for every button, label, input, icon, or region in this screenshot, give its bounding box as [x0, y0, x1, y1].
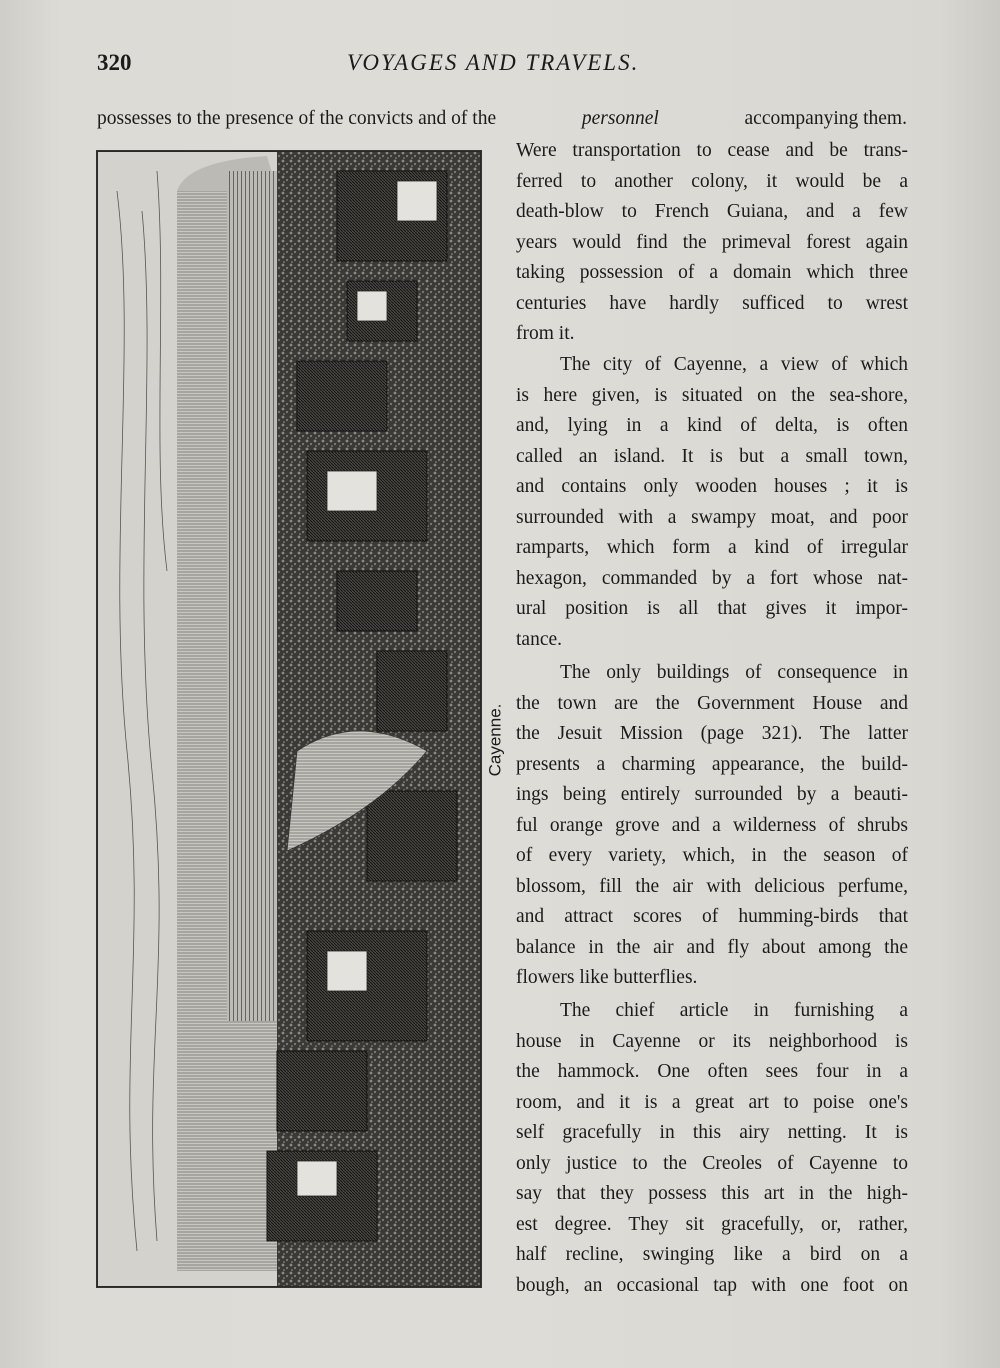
text-line: ural position is all that gives it impor- [516, 598, 908, 619]
paragraph-2 [516, 350, 908, 655]
text-line: blossom, fill the air with delicious perfume, [516, 875, 908, 897]
text-line: the town are the Government House and [516, 692, 908, 714]
cayenne-engraving [97, 151, 481, 1287]
text-line: and, lying in a kind of delta, is often [516, 415, 908, 436]
text-line: centuries have hardly sufficed to wrest [516, 292, 908, 314]
text-line: The only buildings of consequence in [560, 662, 908, 683]
running-title: VOYAGES AND TRAVELS. [347, 50, 640, 75]
text-line: the Jesuit Mission (page 321). The latter [516, 723, 908, 744]
paragraph-3 [516, 658, 908, 994]
text-line: say that they possess this art in the high- [516, 1183, 908, 1204]
text-line: ings being entirely surrounded by a beauti- [516, 784, 908, 805]
text-line: taking possession of a domain which three [516, 262, 908, 283]
figure-caption [473, 690, 517, 790]
text-line: from it. [516, 323, 575, 344]
text-line: called an island. It is but a small town, [516, 445, 908, 467]
text-line: death-blow to French Guiana, and a few [516, 201, 908, 222]
page-number: 320 [97, 50, 132, 75]
text-line: tance. [516, 628, 563, 650]
text-line: the hammock. One often sees four in a [516, 1061, 908, 1082]
text-line: self gracefully in this airy netting. It is [516, 1122, 908, 1143]
text-line: hexagon, commanded by a fort whose nat- [516, 567, 908, 589]
paragraph-4 [516, 996, 908, 1301]
continued-line [97, 107, 907, 131]
text-line: and attract scores of humming-birds that [516, 906, 908, 927]
text-line: house in Cayenne or its neighborhood is [516, 1030, 908, 1052]
paragraph-1 [516, 136, 908, 350]
text-line: est degree. They sit gracefully, or, rather, [516, 1213, 908, 1235]
engraving-illustration [96, 150, 482, 1288]
text-line: and contains only wooden houses ; it is [516, 476, 908, 497]
continued-line-end: accompanying them. [744, 108, 907, 129]
text-line: only justice to the Creoles of Cayenne to [516, 1152, 908, 1174]
text-line: The city of Cayenne, a view of which [560, 354, 908, 375]
text-line: ramparts, which form a kind of irregular [516, 537, 908, 558]
text-line: of every variety, which, in the season of [516, 845, 908, 866]
text-line: room, and it is a great art to poise one's [516, 1091, 908, 1113]
text-line: years would find the primeval forest again [516, 231, 908, 253]
text-line: balance in the air and fly about among the [516, 936, 908, 958]
text-line: half recline, swinging like a bird on a [516, 1244, 908, 1265]
text-line: surrounded with a swampy moat, and poor [516, 506, 908, 528]
text-line: is here given, is situated on the sea-shore, [516, 384, 908, 406]
text-line: The chief article in furnishing a [560, 1000, 908, 1021]
continued-line-start: possesses to the presence of the convicts and of the [97, 108, 497, 129]
text-line: presents a charming appearance, the build- [516, 753, 908, 775]
italic-word: personnel [581, 108, 659, 129]
text-line: flowers like butterflies. [516, 967, 698, 988]
caption-text: Cayenne. [485, 703, 504, 777]
text-line: ferred to another colony, it would be a [516, 170, 908, 192]
text-line: ful orange grove and a wilderness of shrubs [516, 814, 908, 836]
page-header [97, 48, 908, 84]
text-line: Were transportation to cease and be trans- [516, 140, 908, 161]
text-line: bough, an occasional tap with one foot on [516, 1274, 908, 1296]
